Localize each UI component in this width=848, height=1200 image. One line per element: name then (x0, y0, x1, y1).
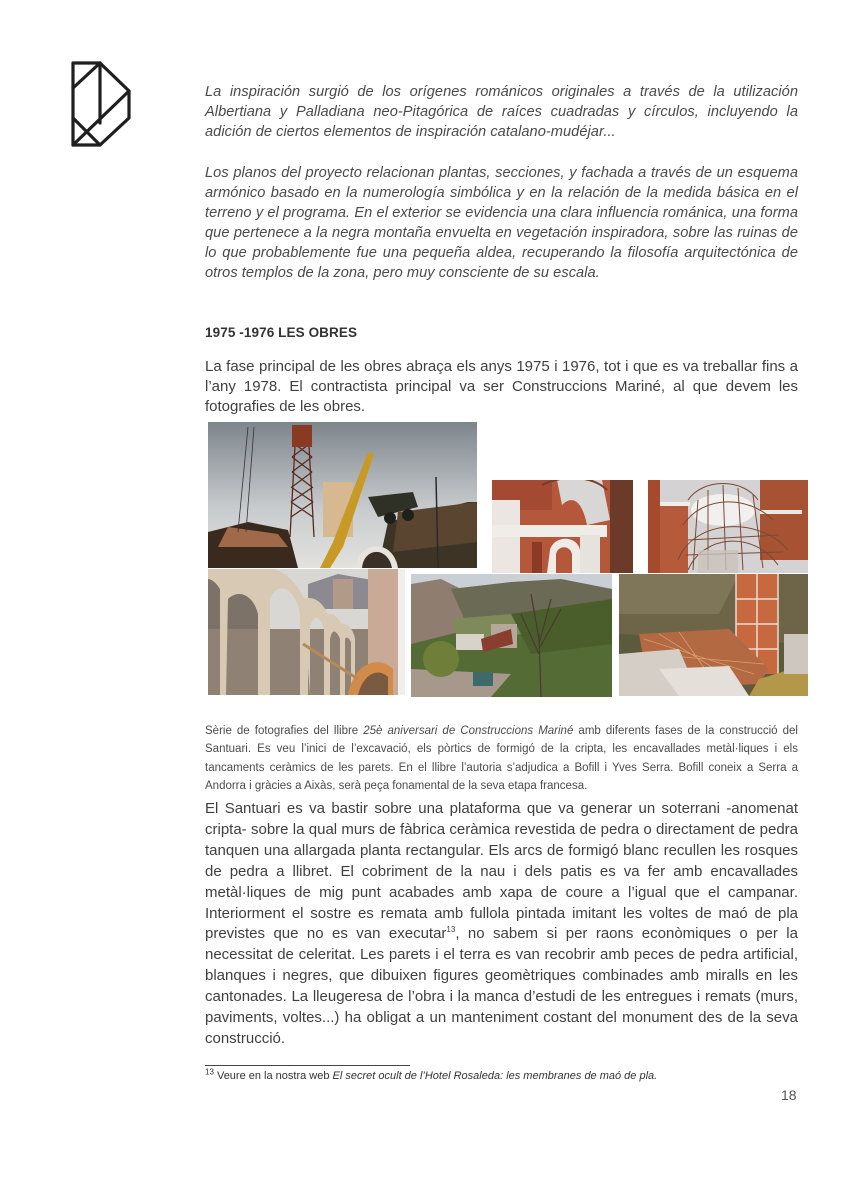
caption-prefix: Sèrie de fotografies del llibre (205, 725, 364, 737)
footnote-number: 13 (205, 1067, 214, 1077)
body-paragraph (205, 799, 798, 1050)
photo-concrete-arcade-under-construction (208, 569, 405, 695)
footnote-text: Veure en la nostra web (213, 1070, 333, 1082)
footnote-separator (205, 1065, 410, 1066)
publisher-logo (70, 60, 132, 148)
photo-caption (205, 722, 798, 796)
photo-crane-lifting-vehicle (208, 422, 477, 568)
photo-concrete-arches-in-snow (492, 480, 633, 573)
intro-paragraph-2: Los planos del proyecto relacionan plantas, secciones, y fachada a través de un esquema armónico basado en la numerología simbólica y en la relación de la medida básica en el terreno y el programa. En el exterior se evidencia una clara influencia románica, una forma que pertenece a la negra montaña envuelta en vegetación inspiradora, sobre las ruinas de lo que probablemente fue una pequeña aldea, recuperando la filosofía arquitectónica de otros templos de la zona, pero muy consciente de su escala. (205, 165, 798, 281)
caption-suffix: amb diferents fases de la construcció del Santuari. Es veu l’inici de l’excavació, els pòrtics de formigó de la cripta, les encavallades metàl·liques i els tancaments ceràmics de les parets. En el llibre l’autoria s’adjudica a Bofill i Yves Serra. Bofill coneix a Serra a Andorra i gràcies a Aixàs, serà peça fonamental de la seva etapa francesa. (205, 725, 798, 793)
section-heading: 1975 -1976 LES OBRES (205, 325, 358, 340)
page-number: 18 (781, 1087, 797, 1103)
section-intro-paragraph: La fase principal de les obres abraça els anys 1975 i 1976, tot i que es va treballar fins a l’any 1978. El contractista principal va ser Construccions Mariné, al que devem les fotografies de les obres. (205, 358, 798, 415)
footnote (205, 1067, 658, 1082)
stylized-geometric-d-logo-icon (70, 60, 132, 148)
photo-metal-truss-vaults-in-snow (648, 480, 808, 573)
body-part-1: El Santuari es va bastir sobre una plataforma que va generar un soterrani -anomenat cripta- sobre la qual murs de fàbrica ceràmica revestida de pedra o directament de pedra tanquen una allargada planta rectangular. Els arcs de formigó blanc recullen les rosques de pedra a llibret. El cobriment de la nau i dels patis es va fer amb encavallades metàl·liques de mig punt acabades amb xapa de coure a l’igual que el campanar. Interiorment el sostre es remata amb fullola pintada imitant les voltes de maó de pla previstes que no es van executar (205, 800, 798, 943)
footnote-article-title: El secret ocult de l’Hotel Rosaleda: les membranes de maó de pla. (332, 1070, 658, 1082)
footnote-reference[interactable]: 13 (446, 925, 456, 935)
intro-paragraph-1: La inspiración surgió de los orígenes románicos originales a través de la utilización Albertiana y Palladiana neo-Pitagórica de raíces cuadradas y círculos, incluyendo la adición de ciertos elementos de inspiración catalano-mudéjar... (205, 84, 798, 140)
body-part-2: , no sabem si per raons econòmiques o per la necessitat de celeritat. Les parets i el terra es van recobrir amb peces de pedra artificial, blanques i negres, que dibuixen figures geomètriques combinades amb miralls en les cantonades. La lleugeresa de l’obra i la manca d’estudi de les entregues i remats (murs, paviments, voltes...) ha obligat a un manteniment costant del monument des de la seva construcció. (205, 925, 798, 1047)
caption-book-title: 25è aniversari de Construccions Mariné (363, 725, 574, 737)
photo-mountain-village-site (411, 574, 612, 697)
photo-brick-tower-and-ruins (619, 574, 808, 696)
